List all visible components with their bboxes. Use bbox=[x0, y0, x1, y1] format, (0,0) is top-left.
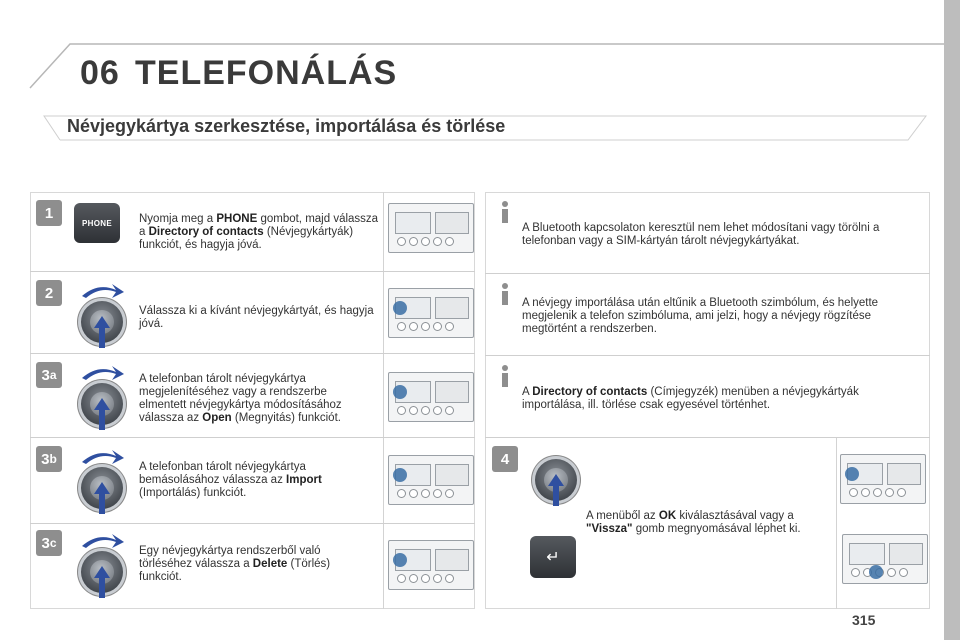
radio-button-row bbox=[397, 237, 457, 249]
radio-button bbox=[421, 322, 430, 331]
back-button-icon bbox=[530, 536, 576, 578]
step-badge-1 bbox=[36, 200, 62, 226]
rotary-knob-icon bbox=[74, 364, 130, 434]
text-segment: A telefonban tárolt névjegykártya megjelenítéséhez vagy a rendszerbe elmentett névjegykártya módosításához válassza az bbox=[139, 373, 342, 424]
step-badge-3b bbox=[36, 446, 62, 472]
radio-button bbox=[861, 488, 870, 497]
step-badge-number: 4 bbox=[500, 450, 510, 468]
radio-screen bbox=[849, 543, 885, 565]
note-text-3 bbox=[522, 386, 917, 412]
text-segment: Válassza ki a kívánt névjegykártyát, és hagyja jóvá. bbox=[139, 305, 374, 330]
back-arrow-icon: ↵ bbox=[546, 549, 560, 566]
step-badge-3a bbox=[36, 362, 62, 388]
radio-button bbox=[409, 406, 418, 415]
radio-button bbox=[409, 322, 418, 331]
text-segment: (Névjegykártyák) funkciót, és hagyja jóvá. bbox=[139, 226, 354, 251]
page-header bbox=[0, 0, 960, 100]
chapter-number: 06 bbox=[80, 54, 120, 92]
bold-term: Directory of contacts bbox=[148, 226, 264, 238]
text-segment: A menüből az bbox=[586, 510, 659, 522]
rotate-arrow-icon bbox=[74, 532, 130, 602]
radio-button-row bbox=[397, 574, 457, 586]
radio-button bbox=[433, 322, 442, 331]
radio-button bbox=[433, 237, 442, 246]
rotate-arrow-icon bbox=[74, 364, 130, 434]
bold-term: Directory of contacts bbox=[532, 386, 648, 398]
text-segment: Nyomja meg a bbox=[139, 213, 217, 225]
step-text-2 bbox=[139, 305, 374, 331]
step-badge-letter: c bbox=[49, 536, 57, 550]
rotary-knob-icon bbox=[74, 448, 130, 518]
text-segment: (Megnyitás) funkciót. bbox=[231, 412, 341, 424]
bold-term: Import bbox=[286, 474, 322, 486]
radio-button bbox=[849, 488, 858, 497]
press-arrow-icon bbox=[528, 452, 584, 522]
radio-button bbox=[421, 489, 430, 498]
radio-button bbox=[445, 322, 454, 331]
bold-term: OK bbox=[658, 510, 677, 522]
radio-unit-thumbnail bbox=[388, 288, 474, 338]
bold-term: "Vissza" bbox=[586, 523, 633, 535]
step-badge-number: 3 bbox=[41, 534, 50, 552]
radio-button-row bbox=[397, 489, 457, 501]
step-text-3c bbox=[139, 545, 374, 584]
radio-button bbox=[397, 322, 406, 331]
radio-button-row bbox=[397, 406, 457, 418]
text-segment: A telefonban tárolt névjegykártya bemásolásához válassza az bbox=[139, 461, 306, 486]
step-text-3a bbox=[139, 373, 374, 425]
radio-unit-thumbnail bbox=[840, 454, 926, 504]
step-badge-number: 2 bbox=[44, 284, 54, 302]
phone-button-label: PHONE bbox=[82, 218, 112, 228]
radio-button-row bbox=[397, 322, 457, 334]
rotary-knob-icon bbox=[74, 532, 130, 602]
step-badge-letter: a bbox=[49, 368, 57, 382]
radio-button bbox=[397, 489, 406, 498]
radio-screen bbox=[395, 212, 431, 234]
radio-button bbox=[409, 489, 418, 498]
radio-keypad bbox=[887, 463, 921, 485]
text-segment: Egy névjegykártya rendszerből való törléséhez válassza a bbox=[139, 545, 321, 570]
radio-button bbox=[445, 406, 454, 415]
rotary-knob-icon bbox=[74, 282, 130, 352]
radio-button bbox=[421, 406, 430, 415]
highlight-marker bbox=[393, 468, 407, 482]
radio-keypad bbox=[435, 381, 469, 403]
highlight-marker bbox=[869, 565, 883, 579]
radio-keypad bbox=[889, 543, 923, 565]
highlight-marker bbox=[393, 385, 407, 399]
text-segment: kiválasztásával vagy a bbox=[676, 510, 794, 522]
rotary-knob-ok-icon bbox=[528, 452, 584, 512]
radio-button bbox=[885, 488, 894, 497]
section-title: Névjegykártya szerkesztése, importálása és törlése bbox=[67, 116, 506, 136]
text-segment: gomb megnyomásával léphet ki. bbox=[632, 523, 801, 535]
info-icon bbox=[497, 282, 513, 306]
step-badge-number: 3 bbox=[41, 366, 50, 384]
radio-button bbox=[409, 574, 418, 583]
radio-keypad bbox=[435, 464, 469, 486]
step4-divider bbox=[836, 438, 837, 609]
text-segment: A Bluetooth kapcsolaton keresztül nem lehet módosítani vagy törölni a telefonban vagy a SIM-kártyán tárolt névjegykártyákat. bbox=[522, 222, 880, 247]
step-text-3b bbox=[139, 461, 374, 500]
rotate-arrow-icon bbox=[74, 282, 130, 352]
bold-term: Delete bbox=[252, 558, 288, 570]
radio-button bbox=[433, 574, 442, 583]
radio-button bbox=[899, 568, 908, 577]
chapter-title: TELEFONÁLÁS bbox=[135, 54, 398, 92]
radio-button bbox=[421, 237, 430, 246]
radio-button bbox=[887, 568, 896, 577]
highlight-marker bbox=[845, 467, 859, 481]
step-badge-3c bbox=[36, 530, 62, 556]
text-segment: (Címjegyzék) menüben a névjegykártyák importálása, ill. törlése csak egyesével történhet. bbox=[522, 386, 859, 411]
radio-button bbox=[433, 406, 442, 415]
step-text-1 bbox=[139, 213, 379, 252]
radio-button bbox=[445, 574, 454, 583]
text-segment: gombot, majd válassza a bbox=[139, 213, 379, 238]
radio-button bbox=[445, 237, 454, 246]
step-badge-letter: b bbox=[49, 452, 57, 466]
radio-keypad bbox=[435, 549, 469, 571]
step4-text bbox=[586, 510, 831, 536]
radio-unit-thumbnail bbox=[842, 534, 928, 584]
radio-unit-thumbnail bbox=[388, 203, 474, 253]
radio-button bbox=[433, 489, 442, 498]
radio-button bbox=[851, 568, 860, 577]
bold-term: Open bbox=[202, 412, 232, 424]
radio-unit-thumbnail bbox=[388, 540, 474, 590]
radio-button bbox=[397, 574, 406, 583]
note-text-2 bbox=[522, 297, 917, 336]
text-segment: (Törlés) funkciót. bbox=[139, 558, 331, 583]
note-text-1 bbox=[522, 222, 917, 248]
page-number: 315 bbox=[852, 612, 876, 628]
step-badge-2 bbox=[36, 280, 62, 306]
highlight-marker bbox=[393, 301, 407, 315]
radio-unit-thumbnail bbox=[388, 455, 474, 505]
radio-button bbox=[409, 237, 418, 246]
radio-button bbox=[397, 237, 406, 246]
page-edge-bar bbox=[944, 0, 960, 640]
text-segment: (Importálás) funkciót. bbox=[139, 487, 247, 499]
step-badge-number: 1 bbox=[44, 204, 54, 222]
radio-button-row bbox=[849, 488, 909, 500]
info-icon bbox=[497, 200, 513, 224]
step-badge-4 bbox=[492, 446, 518, 472]
radio-keypad bbox=[435, 297, 469, 319]
radio-keypad bbox=[435, 212, 469, 234]
info-icon bbox=[497, 364, 513, 388]
highlight-marker bbox=[393, 553, 407, 567]
text-segment: A bbox=[522, 386, 533, 398]
bold-term: PHONE bbox=[216, 213, 258, 225]
text-segment: A névjegy importálása után eltűnik a Bluetooth szimbólum, és helyette megjelenik a telefon szimbóluma, ami jelzi, hogy a névjegy rögzítése megtörtént a rendszerben. bbox=[522, 297, 879, 335]
radio-button bbox=[897, 488, 906, 497]
radio-unit-thumbnail bbox=[388, 372, 474, 422]
step-badge-number: 3 bbox=[41, 450, 50, 468]
radio-button bbox=[421, 574, 430, 583]
radio-button bbox=[873, 488, 882, 497]
radio-button bbox=[445, 489, 454, 498]
rotate-arrow-icon bbox=[74, 448, 130, 518]
phone-button-icon bbox=[74, 203, 120, 243]
radio-button bbox=[397, 406, 406, 415]
